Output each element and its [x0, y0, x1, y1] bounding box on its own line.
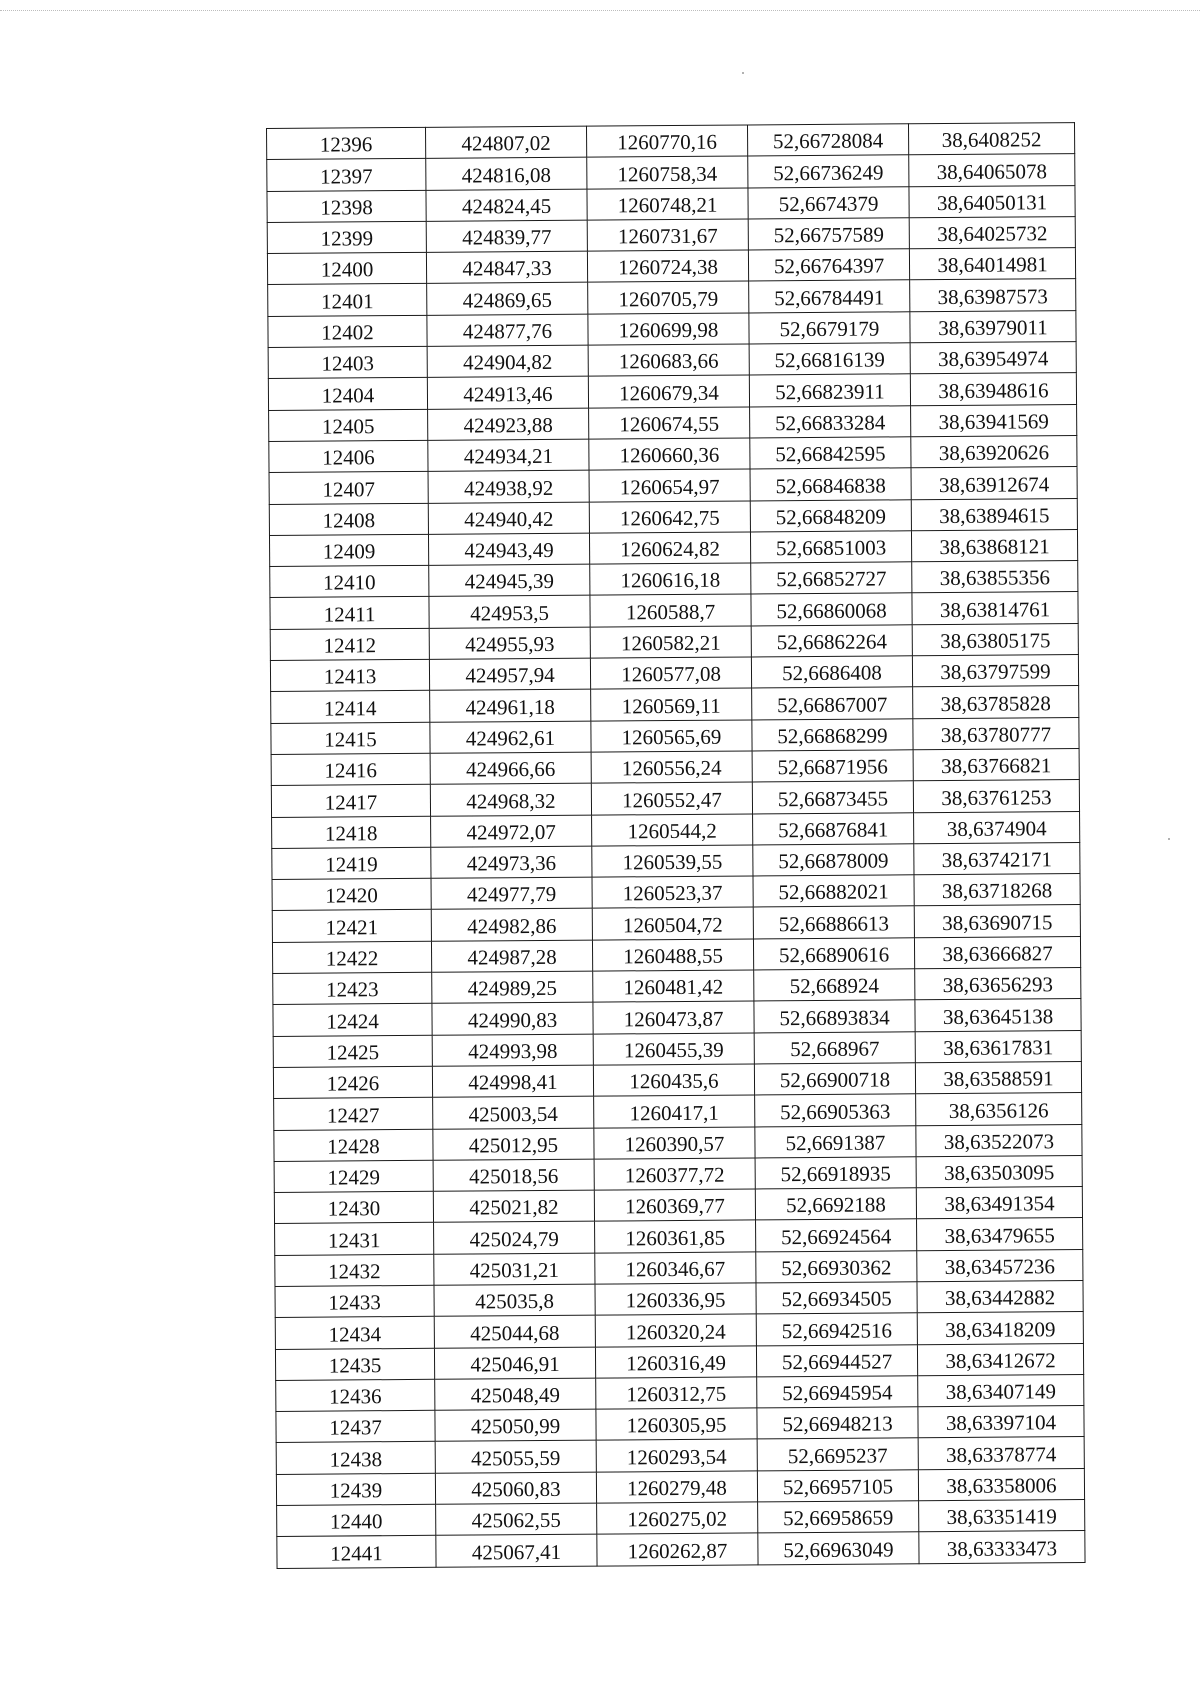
point-number-cell: 12415 [271, 722, 430, 754]
table-row [273, 1061, 1081, 1098]
longitude-cell: 38,63948616 [910, 373, 1076, 406]
x-coordinate-cell: 424938,92 [428, 470, 589, 502]
table-row [271, 686, 1079, 723]
table-row [267, 248, 1075, 285]
point-number-cell: 12420 [272, 878, 431, 910]
x-coordinate-cell: 424989,25 [432, 971, 593, 1003]
latitude-cell: 52,66890616 [753, 937, 914, 969]
longitude-cell: 38,63617831 [915, 1030, 1081, 1063]
table-row [277, 1531, 1085, 1568]
point-number-cell: 12407 [269, 472, 428, 504]
x-coordinate-cell: 424977,79 [431, 877, 592, 909]
y-coordinate-cell: 1260544,2 [592, 813, 753, 845]
latitude-cell: 52,6692188 [755, 1188, 916, 1220]
latitude-cell: 52,66930362 [756, 1250, 917, 1282]
table-row [268, 373, 1076, 410]
y-coordinate-cell: 1260588,7 [590, 594, 751, 626]
latitude-cell: 52,66886613 [753, 906, 914, 938]
table-row [272, 874, 1080, 911]
table-row [269, 498, 1077, 535]
x-coordinate-cell: 424934,21 [428, 439, 589, 471]
point-number-cell: 12426 [273, 1066, 432, 1098]
x-coordinate-cell: 424824,45 [426, 189, 587, 221]
point-number-cell: 12408 [269, 503, 428, 535]
table-row [267, 123, 1075, 160]
y-coordinate-cell: 1260616,18 [590, 563, 751, 595]
coordinates-table [266, 122, 1086, 1569]
longitude-cell: 38,63351419 [919, 1500, 1085, 1533]
table-row [273, 999, 1081, 1036]
latitude-cell: 52,66764397 [748, 249, 909, 281]
x-coordinate-cell: 424945,39 [429, 564, 590, 596]
y-coordinate-cell: 1260369,77 [594, 1189, 755, 1221]
y-coordinate-cell: 1260654,97 [589, 469, 750, 501]
point-number-cell: 12401 [268, 284, 427, 316]
point-number-cell: 12425 [273, 1035, 432, 1067]
point-number-cell: 12435 [275, 1348, 434, 1380]
table-row [273, 968, 1081, 1005]
table-row [272, 905, 1080, 942]
table-row [269, 467, 1077, 504]
point-number-cell: 12419 [272, 847, 431, 879]
latitude-cell: 52,66957105 [757, 1470, 918, 1502]
latitude-cell: 52,66876841 [753, 812, 914, 844]
scan-top-edge-line [0, 10, 1200, 11]
y-coordinate-cell: 1260390,57 [594, 1126, 755, 1158]
latitude-cell: 52,66900718 [754, 1063, 915, 1095]
longitude-cell: 38,63522073 [916, 1124, 1082, 1157]
y-coordinate-cell: 1260305,95 [596, 1408, 757, 1440]
table-row [272, 811, 1080, 848]
x-coordinate-cell: 425044,68 [434, 1315, 595, 1347]
y-coordinate-cell: 1260504,72 [592, 907, 753, 939]
latitude-cell: 52,668967 [754, 1031, 915, 1063]
point-number-cell: 12423 [273, 972, 432, 1004]
longitude-cell: 38,6374904 [914, 811, 1080, 844]
y-coordinate-cell: 1260556,24 [591, 751, 752, 783]
longitude-cell: 38,64014981 [909, 248, 1075, 281]
y-coordinate-cell: 1260293,54 [596, 1439, 757, 1471]
table-row [269, 404, 1077, 441]
y-coordinate-cell: 1260336,95 [595, 1283, 756, 1315]
y-coordinate-cell: 1260377,72 [594, 1158, 755, 1190]
latitude-cell: 52,66860068 [751, 593, 912, 625]
point-number-cell: 12440 [277, 1504, 436, 1536]
point-number-cell: 12418 [272, 816, 431, 848]
x-coordinate-cell: 424987,28 [431, 940, 592, 972]
table-row [268, 310, 1076, 347]
y-coordinate-cell: 1260346,67 [595, 1252, 756, 1284]
table-row [267, 154, 1075, 191]
y-coordinate-cell: 1260748,21 [587, 188, 748, 220]
longitude-cell: 38,63797599 [912, 655, 1078, 688]
x-coordinate-cell: 425048,49 [435, 1378, 596, 1410]
longitude-cell: 38,63407149 [918, 1374, 1084, 1407]
table-row [274, 1093, 1082, 1130]
y-coordinate-cell: 1260275,02 [597, 1502, 758, 1534]
latitude-cell: 52,66958659 [758, 1501, 919, 1533]
y-coordinate-cell: 1260624,82 [589, 532, 750, 564]
x-coordinate-cell: 425055,59 [435, 1441, 596, 1473]
y-coordinate-cell: 1260683,66 [588, 344, 749, 376]
latitude-cell: 52,6674379 [748, 186, 909, 218]
x-coordinate-cell: 425021,82 [433, 1190, 594, 1222]
x-coordinate-cell: 425050,99 [435, 1409, 596, 1441]
latitude-cell: 52,66728084 [747, 124, 908, 156]
longitude-cell: 38,63588591 [915, 1061, 1081, 1094]
table-row [270, 623, 1078, 660]
point-number-cell: 12402 [268, 315, 427, 347]
latitude-cell: 52,66963049 [758, 1532, 919, 1564]
x-coordinate-cell: 424913,46 [427, 377, 588, 409]
table-row [271, 780, 1079, 817]
table-row [274, 1155, 1082, 1192]
longitude-cell: 38,63666827 [914, 936, 1080, 969]
y-coordinate-cell: 1260539,55 [592, 845, 753, 877]
point-number-cell: 12413 [270, 659, 429, 691]
table-row [276, 1374, 1084, 1411]
latitude-cell: 52,66873455 [752, 781, 913, 813]
y-coordinate-cell: 1260731,67 [587, 219, 748, 251]
longitude-cell: 38,63442882 [917, 1281, 1083, 1314]
longitude-cell: 38,63954974 [910, 342, 1076, 375]
y-coordinate-cell: 1260316,49 [595, 1346, 756, 1378]
latitude-cell: 52,6679179 [749, 312, 910, 344]
table-row [268, 342, 1076, 379]
y-coordinate-cell: 1260552,47 [591, 782, 752, 814]
latitude-cell: 52,6691387 [755, 1125, 916, 1157]
longitude-cell: 38,63742171 [914, 842, 1080, 875]
point-number-cell: 12421 [272, 910, 431, 942]
latitude-cell: 52,66868299 [752, 718, 913, 750]
y-coordinate-cell: 1260582,21 [590, 626, 751, 658]
y-coordinate-cell: 1260724,38 [587, 250, 748, 282]
point-number-cell: 12397 [267, 159, 426, 191]
latitude-cell: 52,6695237 [757, 1438, 918, 1470]
y-coordinate-cell: 1260699,98 [588, 313, 749, 345]
y-coordinate-cell: 1260262,87 [597, 1533, 758, 1565]
latitude-cell: 52,66757589 [748, 218, 909, 250]
point-number-cell: 12409 [269, 534, 428, 566]
longitude-cell: 38,63690715 [914, 905, 1080, 938]
y-coordinate-cell: 1260320,24 [595, 1314, 756, 1346]
point-number-cell: 12417 [271, 785, 430, 817]
table-row [272, 936, 1080, 973]
x-coordinate-cell: 424972,07 [431, 815, 592, 847]
y-coordinate-cell: 1260312,75 [596, 1377, 757, 1409]
latitude-cell: 52,66882021 [753, 875, 914, 907]
point-number-cell: 12399 [267, 221, 426, 253]
longitude-cell: 38,63780777 [913, 717, 1079, 750]
x-coordinate-cell: 424990,83 [432, 1002, 593, 1034]
point-number-cell: 12433 [275, 1285, 434, 1317]
latitude-cell: 52,66893834 [754, 1000, 915, 1032]
point-number-cell: 12404 [268, 378, 427, 410]
point-number-cell: 12436 [276, 1379, 435, 1411]
x-coordinate-cell: 424839,77 [426, 220, 587, 252]
x-coordinate-cell: 424998,41 [432, 1065, 593, 1097]
longitude-cell: 38,63333473 [919, 1531, 1085, 1564]
y-coordinate-cell: 1260279,48 [596, 1471, 757, 1503]
coordinates-table-body [267, 123, 1086, 1569]
latitude-cell: 52,66905363 [755, 1094, 916, 1126]
latitude-cell: 52,66823911 [749, 374, 910, 406]
y-coordinate-cell: 1260473,87 [593, 1001, 754, 1033]
point-number-cell: 12406 [269, 440, 428, 472]
table-row [270, 592, 1078, 629]
longitude-cell: 38,63412672 [917, 1343, 1083, 1376]
y-coordinate-cell: 1260481,42 [593, 970, 754, 1002]
longitude-cell: 38,63814761 [912, 592, 1078, 625]
point-number-cell: 12438 [276, 1442, 435, 1474]
longitude-cell: 38,63457236 [917, 1249, 1083, 1282]
longitude-cell: 38,63805175 [912, 623, 1078, 656]
table-row [275, 1312, 1083, 1349]
table-row [275, 1281, 1083, 1318]
longitude-cell: 38,63979011 [910, 310, 1076, 343]
scan-speck [742, 72, 744, 74]
point-number-cell: 12398 [267, 190, 426, 222]
table-row [274, 1187, 1082, 1224]
x-coordinate-cell: 424816,08 [426, 157, 587, 189]
x-coordinate-cell: 425012,95 [433, 1128, 594, 1160]
x-coordinate-cell: 425060,83 [435, 1472, 596, 1504]
point-number-cell: 12441 [277, 1536, 436, 1568]
point-number-cell: 12410 [270, 565, 429, 597]
point-number-cell: 12400 [267, 253, 426, 285]
longitude-cell: 38,63941569 [911, 404, 1077, 437]
x-coordinate-cell: 425067,41 [436, 1534, 597, 1566]
y-coordinate-cell: 1260565,69 [591, 720, 752, 752]
latitude-cell: 52,66852727 [751, 562, 912, 594]
y-coordinate-cell: 1260488,55 [592, 939, 753, 971]
longitude-cell: 38,63987573 [910, 279, 1076, 312]
table-row [276, 1437, 1084, 1474]
longitude-cell: 38,64025732 [909, 216, 1075, 249]
longitude-cell: 38,63397104 [918, 1406, 1084, 1439]
point-number-cell: 12431 [275, 1223, 434, 1255]
latitude-cell: 52,66918935 [755, 1157, 916, 1189]
table-row [267, 216, 1075, 253]
latitude-cell: 52,66942516 [756, 1313, 917, 1345]
longitude-cell: 38,6408252 [908, 123, 1074, 156]
x-coordinate-cell: 425003,54 [433, 1096, 594, 1128]
point-number-cell: 12424 [273, 1004, 432, 1036]
table-row [268, 279, 1076, 316]
latitude-cell: 52,66784491 [749, 280, 910, 312]
point-number-cell: 12422 [272, 941, 431, 973]
latitude-cell: 52,66948213 [757, 1407, 918, 1439]
x-coordinate-cell: 424923,88 [428, 408, 589, 440]
y-coordinate-cell: 1260705,79 [588, 281, 749, 313]
latitude-cell: 52,66924564 [756, 1219, 917, 1251]
table-row [267, 185, 1075, 222]
point-number-cell: 12439 [276, 1473, 435, 1505]
longitude-cell: 38,63912674 [911, 467, 1077, 500]
y-coordinate-cell: 1260455,39 [593, 1033, 754, 1065]
coordinates-table-container [266, 122, 1085, 1569]
latitude-cell: 52,668924 [754, 969, 915, 1001]
longitude-cell: 38,63761253 [913, 780, 1079, 813]
x-coordinate-cell: 424847,33 [426, 251, 587, 283]
point-number-cell: 12396 [267, 127, 426, 159]
x-coordinate-cell: 424966,66 [430, 752, 591, 784]
x-coordinate-cell: 424904,82 [427, 345, 588, 377]
longitude-cell: 38,64050131 [909, 185, 1075, 218]
x-coordinate-cell: 424807,02 [425, 126, 586, 158]
point-number-cell: 12437 [276, 1410, 435, 1442]
point-number-cell: 12432 [275, 1254, 434, 1286]
point-number-cell: 12412 [270, 628, 429, 660]
longitude-cell: 38,63868121 [911, 529, 1077, 562]
latitude-cell: 52,66736249 [748, 155, 909, 187]
latitude-cell: 52,66846838 [750, 468, 911, 500]
y-coordinate-cell: 1260770,16 [586, 125, 747, 157]
point-number-cell: 12429 [274, 1160, 433, 1192]
x-coordinate-cell: 425062,55 [436, 1503, 597, 1535]
x-coordinate-cell: 424877,76 [427, 314, 588, 346]
y-coordinate-cell: 1260577,08 [590, 657, 751, 689]
x-coordinate-cell: 424993,98 [432, 1034, 593, 1066]
longitude-cell: 38,63479655 [917, 1218, 1083, 1251]
y-coordinate-cell: 1260417,1 [594, 1095, 755, 1127]
latitude-cell: 52,66816139 [749, 343, 910, 375]
y-coordinate-cell: 1260660,36 [589, 438, 750, 470]
x-coordinate-cell: 424940,42 [428, 502, 589, 534]
x-coordinate-cell: 425018,56 [433, 1159, 594, 1191]
y-coordinate-cell: 1260523,37 [592, 876, 753, 908]
longitude-cell: 38,63920626 [911, 436, 1077, 469]
latitude-cell: 52,66871956 [752, 750, 913, 782]
longitude-cell: 38,63894615 [911, 498, 1077, 531]
x-coordinate-cell: 425035,8 [434, 1284, 595, 1316]
longitude-cell: 38,63766821 [913, 748, 1079, 781]
y-coordinate-cell: 1260642,75 [589, 501, 750, 533]
latitude-cell: 52,66945954 [757, 1376, 918, 1408]
x-coordinate-cell: 424962,61 [430, 721, 591, 753]
y-coordinate-cell: 1260674,55 [589, 407, 750, 439]
table-row [271, 717, 1079, 754]
latitude-cell: 52,66848209 [750, 499, 911, 531]
latitude-cell: 52,6686408 [751, 656, 912, 688]
point-number-cell: 12430 [274, 1191, 433, 1223]
longitude-cell: 38,63358006 [918, 1468, 1084, 1501]
longitude-cell: 38,63503095 [916, 1155, 1082, 1188]
x-coordinate-cell: 424955,93 [429, 627, 590, 659]
point-number-cell: 12434 [275, 1317, 434, 1349]
latitude-cell: 52,66862264 [751, 625, 912, 657]
point-number-cell: 12414 [271, 691, 430, 723]
point-number-cell: 12405 [269, 409, 428, 441]
y-coordinate-cell: 1260758,34 [587, 156, 748, 188]
longitude-cell: 38,6356126 [916, 1093, 1082, 1126]
latitude-cell: 52,66944527 [756, 1344, 917, 1376]
table-row [275, 1249, 1083, 1286]
point-number-cell: 12411 [270, 597, 429, 629]
x-coordinate-cell: 424968,32 [430, 783, 591, 815]
x-coordinate-cell: 424961,18 [430, 689, 591, 721]
table-row [277, 1500, 1085, 1537]
y-coordinate-cell: 1260435,6 [593, 1064, 754, 1096]
table-row [270, 561, 1078, 598]
longitude-cell: 38,63656293 [915, 968, 1081, 1001]
table-row [270, 655, 1078, 692]
point-number-cell: 12416 [271, 753, 430, 785]
longitude-cell: 38,63378774 [918, 1437, 1084, 1470]
longitude-cell: 38,63855356 [912, 561, 1078, 594]
table-row [274, 1124, 1082, 1161]
point-number-cell: 12427 [274, 1098, 433, 1130]
longitude-cell: 38,63645138 [915, 999, 1081, 1032]
x-coordinate-cell: 424957,94 [429, 658, 590, 690]
table-row [275, 1218, 1083, 1255]
table-row [269, 529, 1077, 566]
x-coordinate-cell: 425046,91 [434, 1347, 595, 1379]
longitude-cell: 38,63718268 [914, 874, 1080, 907]
latitude-cell: 52,66833284 [750, 405, 911, 437]
table-row [276, 1468, 1084, 1505]
x-coordinate-cell: 424869,65 [427, 283, 588, 315]
latitude-cell: 52,66851003 [750, 531, 911, 563]
scan-speck [1168, 838, 1170, 840]
latitude-cell: 52,66878009 [753, 844, 914, 876]
x-coordinate-cell: 424973,36 [431, 846, 592, 878]
x-coordinate-cell: 425024,79 [434, 1222, 595, 1254]
table-row [273, 1030, 1081, 1067]
table-row [272, 842, 1080, 879]
longitude-cell: 38,64065078 [909, 154, 1075, 187]
x-coordinate-cell: 425031,21 [434, 1253, 595, 1285]
y-coordinate-cell: 1260569,11 [591, 688, 752, 720]
x-coordinate-cell: 424953,5 [429, 596, 590, 628]
latitude-cell: 52,66934505 [756, 1282, 917, 1314]
x-coordinate-cell: 424982,86 [431, 909, 592, 941]
latitude-cell: 52,66867007 [752, 687, 913, 719]
point-number-cell: 12403 [268, 346, 427, 378]
longitude-cell: 38,63785828 [913, 686, 1079, 719]
longitude-cell: 38,63418209 [917, 1312, 1083, 1345]
table-row [276, 1406, 1084, 1443]
y-coordinate-cell: 1260361,85 [595, 1220, 756, 1252]
latitude-cell: 52,66842595 [750, 437, 911, 469]
table-row [271, 748, 1079, 785]
point-number-cell: 12428 [274, 1129, 433, 1161]
table-row [275, 1343, 1083, 1380]
x-coordinate-cell: 424943,49 [428, 533, 589, 565]
table-row [269, 436, 1077, 473]
y-coordinate-cell: 1260679,34 [588, 375, 749, 407]
longitude-cell: 38,63491354 [916, 1187, 1082, 1220]
